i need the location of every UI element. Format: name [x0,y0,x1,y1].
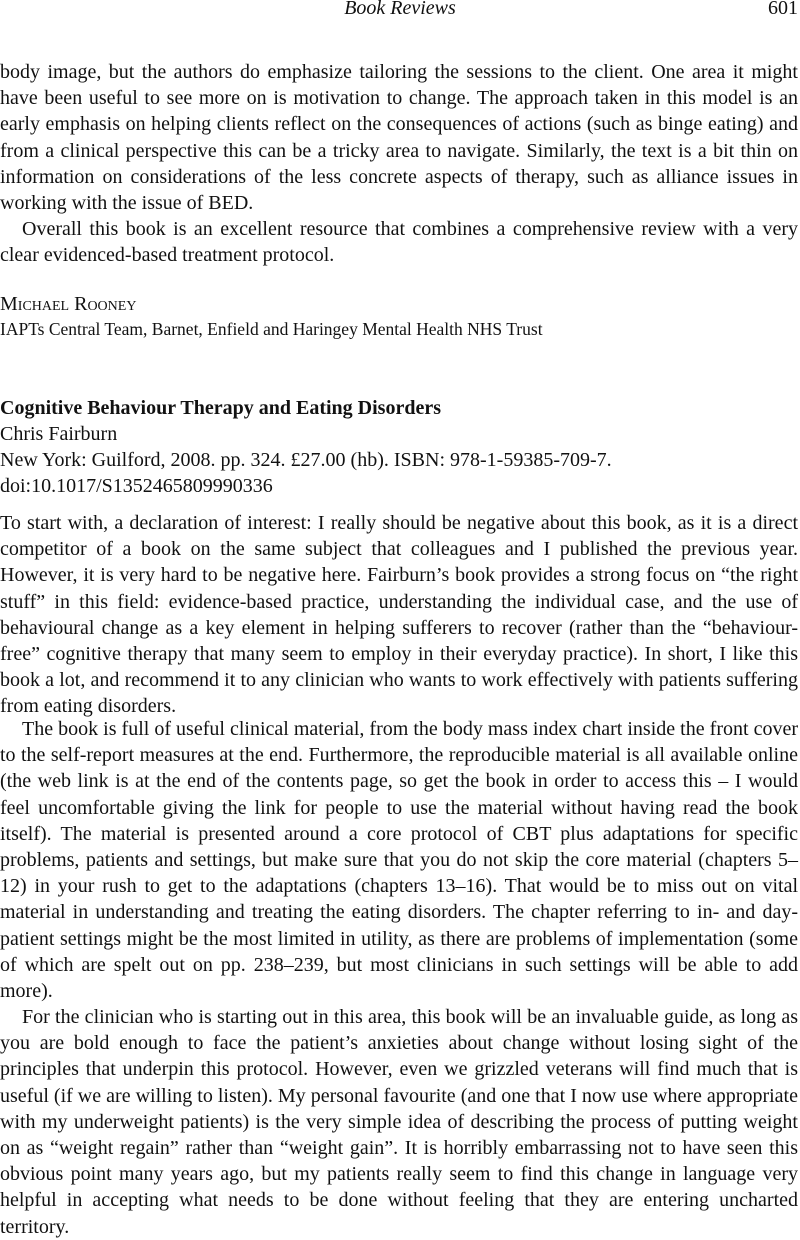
reviewer-affiliation: IAPTs Central Team, Barnet, Enfield and Haringey Mental Health NHS Trust [0,319,543,339]
review1-closing-paragraph: Overall this book is an excellent resource that combines a comprehensive review with a very clear evidenced-based treatment protocol. [0,218,798,267]
book-author: Chris Fairburn [0,423,118,445]
book-title: Cognitive Behaviour Therapy and Eating Disorders [0,397,441,419]
page-number: 601 [768,0,798,19]
book-publication-details: New York: Guilford, 2008. pp. 324. £27.00 (hb). ISBN: 978-1-59385-709-7. [0,449,612,471]
reviewer-name: Michael Rooney [0,293,137,315]
review2-paragraph-3: For the clinician who is starting out in this area, this book will be an invaluable guide, as long as you are bold enough to face the patient’s anxieties about change without losing sight of the principles that underpin this protocol. However, even we grizzled veterans will find much that is useful (if we are willing to listen). My personal favourite (and one that I now use where appropriate with my underweight patients) is the very simple idea of describing the process of putting weight on as “weight regain” rather than “weight gain”. It is horribly embarrassing not to have seen this obvious point many years ago, but my patients really seem to find this change in language very helpful in accepting what needs to be done without feeling that they are entering uncharted territory. [0,1006,798,1238]
review2-paragraph-1: To start with, a declaration of interest: I really should be negative about this book, as it is a direct competitor of a book on the same subject that colleagues and I published the previous year. However, it is very hard to be negative here. Fairburn’s book provides a strong focus on “the right stuff” in this field: evidence-based practice, understanding the individual case, and the use of behavioural change as a key element in helping sufferers to recover (rather than the “behaviour-free” cognitive therapy that many seem to employ in their everyday practice). In short, I like this book a lot, and recommend it to any clinician who wants to work effectively with patients suffering from eating disorders. [0,512,798,718]
book-doi: doi:10.1017/S1352465809990336 [0,475,273,497]
running-title: Book Reviews [344,0,456,19]
running-header [0,0,800,22]
review1-continued-paragraph: body image, but the authors do emphasize tailoring the sessions to the client. One area it might have been useful to see more on is motivation to change. The approach taken in this model is an early emphasis on helping clients reflect on the consequences of actions (such as binge eating) and from a clinical perspective this can be a tricky area to navigate. Similarly, the text is a bit thin on information on considerations of the less concrete aspects of therapy, such as alliance issues in working with the issue of BED. [0,61,798,215]
review2-paragraph-2: The book is full of useful clinical material, from the body mass index chart inside the front cover to the self-report measures at the end. Furthermore, the reproducible material is all available online (the web link is at the end of the contents page, so get the book in order to access this – I would feel uncomfortable giving the link for people to use the material without having read the book itself). The material is presented around a core protocol of CBT plus adaptations for specific problems, patients and settings, but make sure that you do not skip the core material (chapters 5–12) in your rush to get to the adaptations (chapters 13–16). That would be to miss out on vital material in understanding and treating the eating disorders. The chapter referring to in- and day-patient settings might be the most limited in utility, as there are problems of implementation (some of which are spelt out on pp. 238–239, but most clinicians in such settings will be able to add more). [0,718,798,1003]
